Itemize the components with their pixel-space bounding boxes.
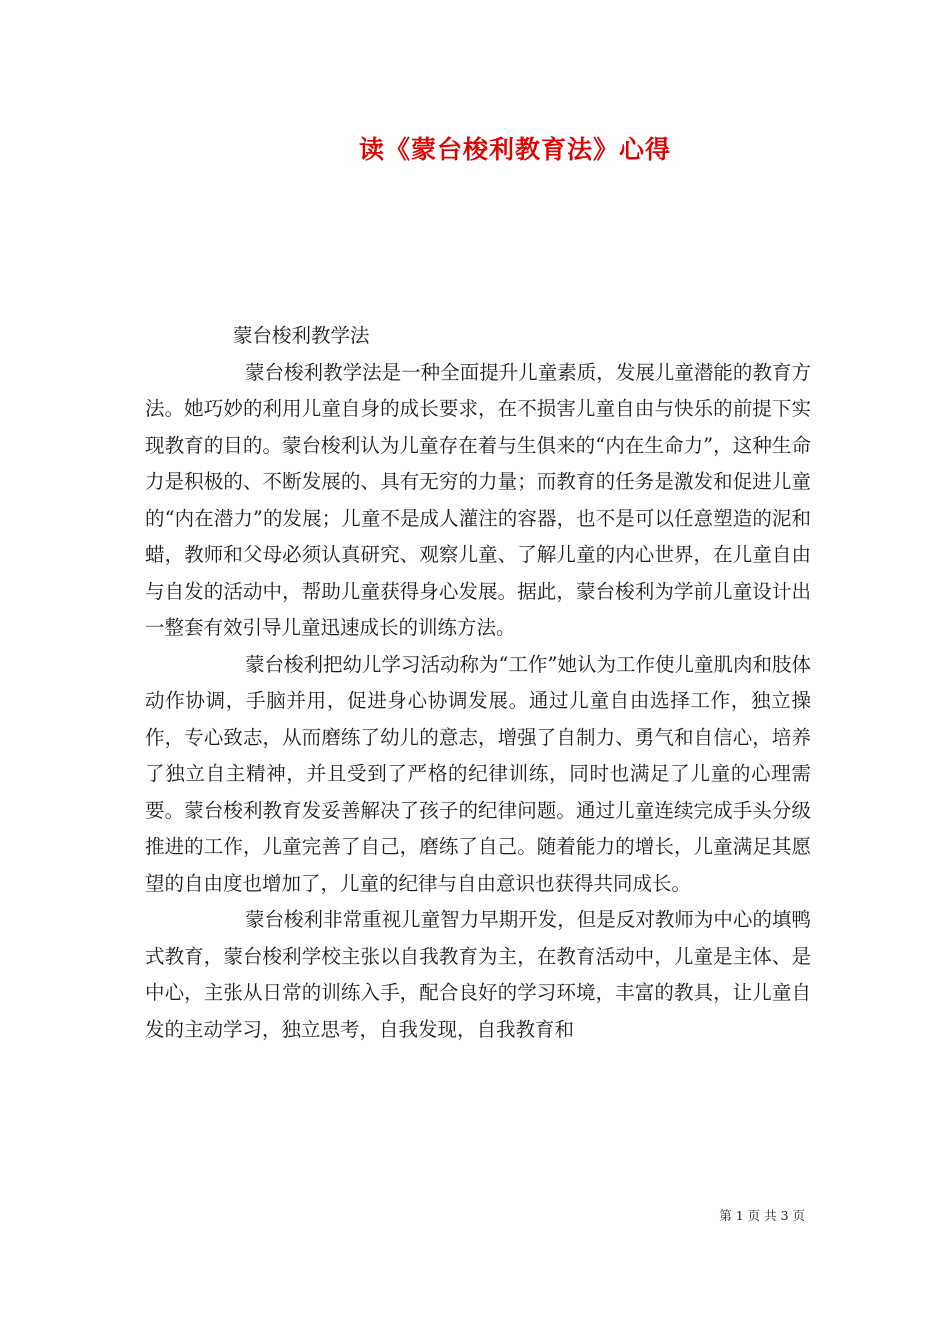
paragraph: 蒙台梭利非常重视儿童智力早期开发，但是反对教师为中心的填鸭式教育，蒙台梭利学校主张以自我教育为主，在教育活动中，儿童是主体、是中心，主张从日常的训练入手，配合良好的学习环境，丰富的教具，让儿童自发的主动学习，独立思考，自我发现，自我教育和 (145, 908, 811, 1041)
document-body (145, 318, 811, 1048)
document-title: 读《蒙台梭利教育法》心得 (358, 135, 671, 164)
section-heading: 蒙台梭利教学法 (233, 324, 370, 347)
paragraph: 蒙台梭利把幼儿学习活动称为“工作”她认为工作使儿童肌肉和肢体动作协调，手脑并用，促进身心协调发展。通过儿童自由选择工作，独立操作，专心致志，从而磨练了幼儿的意志，增强了自制力、勇气和自信心，培养了独立自主精神，并且受到了严格的纪律训练，同时也满足了儿童的心理需要。蒙台梭利教育发妥善解决了孩子的纪律问题。通过儿童连续完成手头分级推进的工作，儿童完善了自己，磨练了自己。随着能力的增长，儿童满足其愿望的自由度也增加了，儿童的纪律与自由意识也获得共同成长。 (145, 652, 811, 895)
page-number: 第 1 页 共 3 页 (719, 1208, 805, 1223)
paragraph: 蒙台梭利教学法是一种全面提升儿童素质，发展儿童潜能的教育方法。她巧妙的利用儿童自身的成长要求，在不损害儿童自由与快乐的前提下实现教育的目的。蒙台梭利认为儿童存在着与生俱来的“内在生命力”，这种生命力是积极的、不断发展的、具有无穷的力量；而教育的任务是激发和促进儿童的“内在潜力”的发展；儿童不是成人灌注的容器，也不是可以任意塑造的泥和蜡，教师和父母必须认真研究、观察儿童、了解儿童的内心世界，在儿童自由与自发的活动中，帮助儿童获得身心发展。据此，蒙台梭利为学前儿童设计出一整套有效引导儿童迅速成长的训练方法。 (145, 360, 811, 639)
